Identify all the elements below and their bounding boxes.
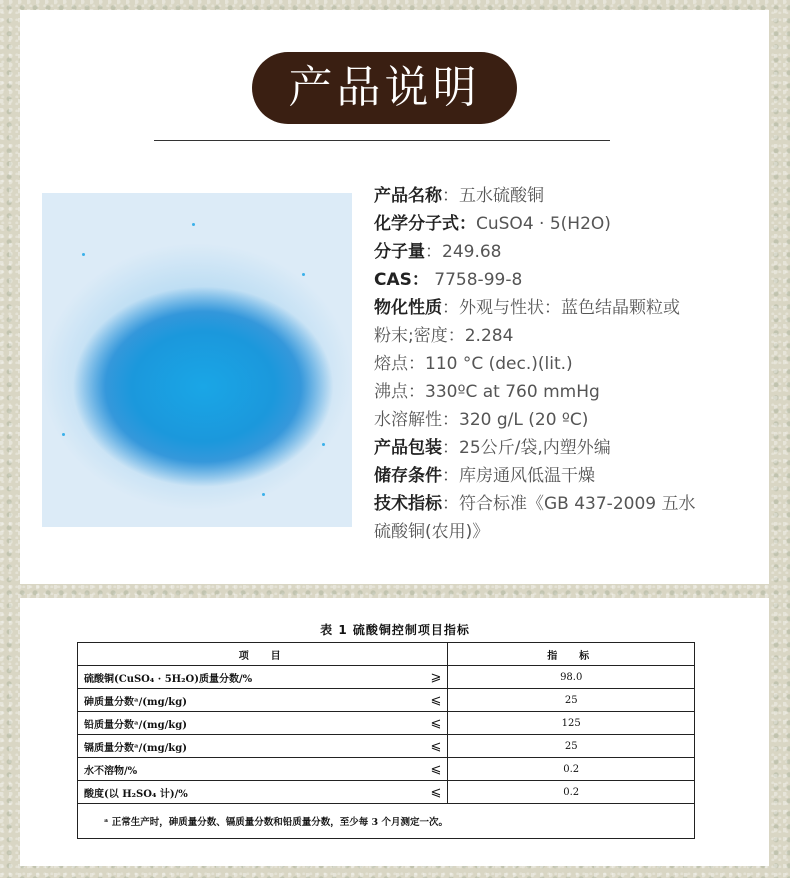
title-divider — [154, 140, 610, 141]
column-header-item: 项 目 — [78, 643, 448, 666]
info-line: 储存条件：库房通风低温干燥 — [374, 466, 595, 486]
row-item: 铅质量分数ᵃ/(mg/kg) — [78, 712, 395, 735]
table-row — [78, 735, 695, 758]
row-comparator: ⩽ — [395, 781, 448, 804]
row-comparator: ⩽ — [395, 689, 448, 712]
row-value: 0.2 — [448, 758, 695, 781]
row-comparator: ⩽ — [395, 735, 448, 758]
table-row — [78, 712, 695, 735]
table-note-row — [78, 804, 695, 839]
row-item: 硫酸铜(CuSO₄ · 5H₂O)质量分数/% — [78, 666, 395, 689]
row-value: 0.2 — [448, 781, 695, 804]
table-row — [78, 666, 695, 689]
row-value: 125 — [448, 712, 695, 735]
crystal-speck — [82, 253, 85, 256]
row-item: 砷质量分数ᵃ/(mg/kg) — [78, 689, 395, 712]
info-line: 硫酸铜(农用)》 — [374, 522, 490, 542]
table-header-row — [78, 643, 695, 666]
info-line: 分子量：249.68 — [374, 242, 502, 262]
row-comparator: ⩾ — [395, 666, 448, 689]
row-item: 水不溶物/% — [78, 758, 395, 781]
row-item: 酸度(以 H₂SO₄ 计)/% — [78, 781, 395, 804]
info-line: 产品包装：25公斤/袋,内塑外编 — [374, 438, 611, 458]
product-info-list — [374, 182, 754, 546]
info-line: 技术指标：符合标准《GB 437-2009 五水 — [374, 494, 696, 514]
spec-table — [77, 642, 695, 839]
table-row — [78, 781, 695, 804]
row-comparator: ⩽ — [395, 758, 448, 781]
table-row — [78, 689, 695, 712]
product-photo — [42, 193, 352, 527]
crystal-speck — [302, 273, 305, 276]
info-line: 产品名称：五水硫酸铜 — [374, 186, 544, 206]
table-title: 表 1 硫酸铜控制项目指标 — [320, 623, 470, 637]
crystal-speck — [62, 433, 65, 436]
row-item: 镉质量分数ᵃ/(mg/kg) — [78, 735, 395, 758]
table-row — [78, 758, 695, 781]
crystal-speck — [192, 223, 195, 226]
info-line: 沸点：330ºC at 760 mmHg — [374, 382, 600, 402]
info-line: 物化性质：外观与性状：蓝色结晶颗粒或 — [374, 298, 680, 318]
info-line: 粉末;密度：2.284 — [374, 326, 514, 346]
crystal-speck — [322, 443, 325, 446]
column-header-value: 指 标 — [448, 643, 695, 666]
section-title — [252, 52, 517, 124]
table-footnote: ᵃ 正常生产时，砷质量分数、镉质量分数和铅质量分数，至少每 3 个月测定一次。 — [78, 804, 695, 839]
row-comparator: ⩽ — [395, 712, 448, 735]
row-value: 25 — [448, 689, 695, 712]
row-value: 25 — [448, 735, 695, 758]
info-line: 熔点：110 °C (dec.)(lit.) — [374, 354, 573, 374]
row-value: 98.0 — [448, 666, 695, 689]
page-title: 产品说明 — [288, 62, 481, 113]
info-line: CAS： 7758-99-8 — [374, 270, 523, 290]
info-line: 水溶解性：320 g/L (20 ºC) — [374, 410, 589, 430]
info-line: 化学分子式：CuSO4 · 5(H2O) — [374, 214, 611, 234]
crystal-speck — [262, 493, 265, 496]
